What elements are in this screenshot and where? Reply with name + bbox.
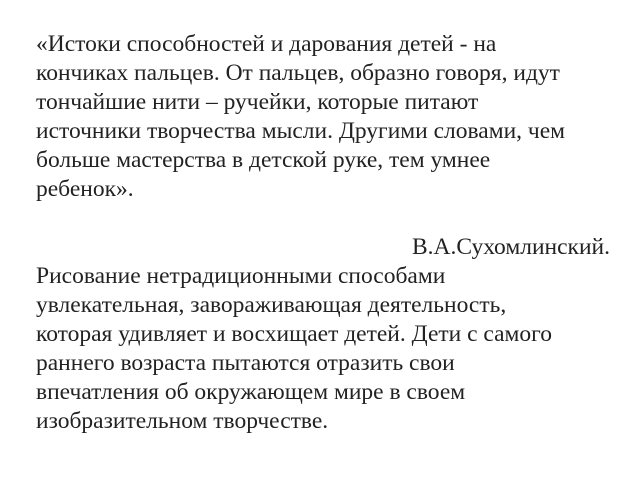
quote-block xyxy=(36,30,616,204)
quote-author: В.А.Сухомлинский. xyxy=(411,234,610,260)
body-line: Рисование нетрадиционными способами xyxy=(36,263,446,289)
body-line: впечатления об окружающем мире в своем xyxy=(36,379,466,405)
quote-line: кончиках пальцев. От пальцев, образно говоря, идут xyxy=(36,60,560,86)
body-line: увлекательная, завораживающая деятельность, xyxy=(36,292,507,318)
blank-line xyxy=(36,204,616,233)
body-line: которая удивляет и восхищает детей. Дети с самого xyxy=(36,321,552,347)
quote-line: ребенок». xyxy=(36,176,134,202)
quote-line: тончайшие нити – ручейки, которые питают xyxy=(36,89,479,115)
body-line: изобразительном творчестве. xyxy=(36,408,329,434)
quote-line: больше мастерства в детской руке, тем умнее xyxy=(36,147,491,173)
quote-line: «Истоки способностей и дарования детей - на xyxy=(36,31,497,57)
body-line: раннего возраста пытаются отразить свои xyxy=(36,350,455,376)
quote-line: источники творчества мысли. Другими словами, чем xyxy=(36,118,566,144)
body-paragraph xyxy=(36,262,616,436)
slide-content xyxy=(36,30,616,436)
